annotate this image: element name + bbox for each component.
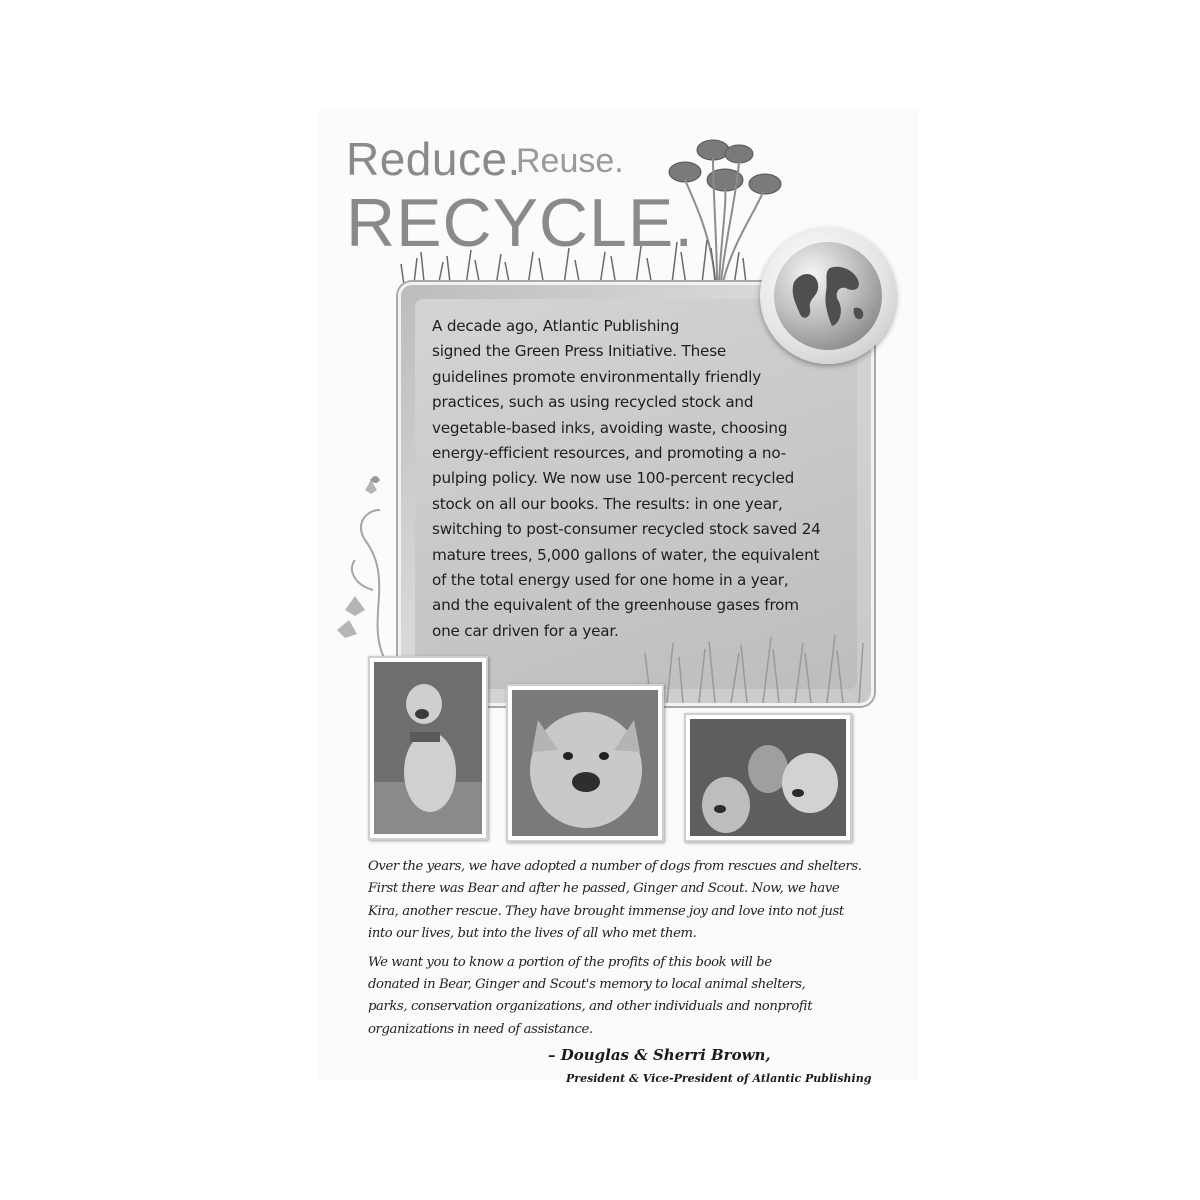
- body-line: guidelines promote environmentally friendly: [432, 367, 761, 386]
- body-line: one car driven for a year.: [432, 621, 619, 640]
- body-line: A decade ago, Atlantic Publishing: [432, 317, 680, 335]
- headline-reduce: Reduce.: [346, 133, 521, 185]
- signature: – Douglas & Sherri Brown,: [548, 1046, 771, 1064]
- dog-photo-scout-and-people: [684, 713, 852, 842]
- closing-line: into our lives, but into the lives of all who met them.: [368, 926, 697, 942]
- headline-recycle: RECYCLE.: [346, 185, 695, 261]
- closing-line: Kira, another rescue. They have brought immense joy and love into not just: [368, 903, 844, 919]
- dog-photo-ginger: [506, 684, 664, 842]
- body-line: practices, such as using recycled stock and: [432, 393, 754, 412]
- closing-line: parks, conservation organizations, and other individuals and nonprofit: [368, 999, 813, 1015]
- body-line: vegetable-based inks, avoiding waste, choosing: [432, 418, 788, 437]
- body-line: signed the Green Press Initiative. These: [432, 342, 727, 361]
- body-line: energy-efficient resources, and promoting a no-: [432, 444, 786, 463]
- closing-line: We want you to know a portion of the profits of this book will be: [368, 954, 772, 970]
- closing-line: Over the years, we have adopted a number of dogs from rescues and shelters.: [368, 859, 862, 874]
- body-line: stock on all our books. The results: in one year,: [432, 494, 783, 513]
- closing-line: donated in Bear, Ginger and Scout's memory to local animal shelters,: [368, 977, 806, 993]
- body-line: and the equivalent of the greenhouse gases from: [432, 596, 799, 615]
- headline-reuse: Reuse.: [516, 142, 624, 180]
- body-line: of the total energy used for one home in a year,: [432, 571, 789, 590]
- body-line: mature trees, 5,000 gallons of water, the equivalent: [432, 545, 820, 564]
- dog-photo-bear: [368, 656, 488, 840]
- closing-line: organizations in need of assistance.: [368, 1021, 593, 1037]
- closing-line: First there was Bear and after he passed, Ginger and Scout. Now, we have: [368, 881, 840, 897]
- floral-vine-decoration: [325, 470, 405, 660]
- body-paragraph: [432, 314, 852, 644]
- signature-title: President & Vice-President of Atlantic Publishing: [566, 1072, 872, 1085]
- body-line: pulping policy. We now use 100-percent recycled: [432, 469, 795, 488]
- closing-text: [368, 856, 888, 1041]
- body-line: switching to post-consumer recycled stock saved 24: [432, 520, 821, 539]
